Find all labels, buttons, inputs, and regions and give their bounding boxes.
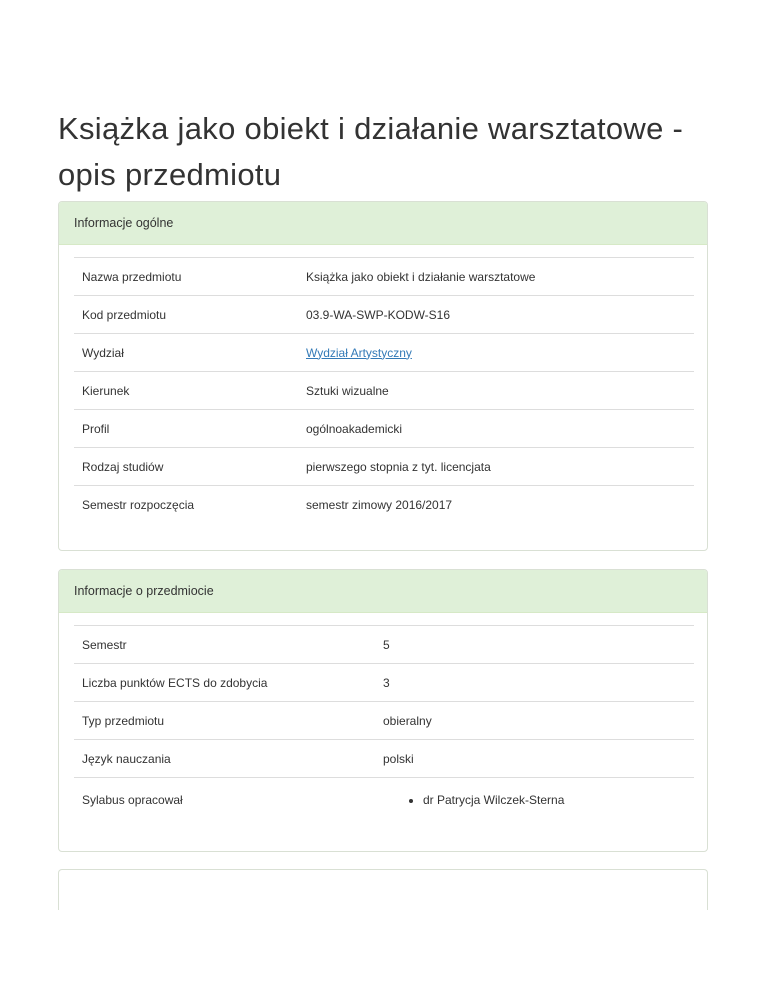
row-value-semester: 5 <box>375 626 694 664</box>
row-value-profile: ogólnoakademicki <box>298 410 694 448</box>
general-info-table <box>74 257 694 523</box>
row-label-semester: Semestr <box>74 626 375 664</box>
row-value-field: Sztuki wizualne <box>298 372 694 410</box>
page-title: Książka jako obiekt i działanie warsztatowe - opis przedmiotu <box>58 111 684 192</box>
table-row <box>74 258 694 296</box>
row-label-course-type: Typ przedmiotu <box>74 702 375 740</box>
row-label-field: Kierunek <box>74 372 298 410</box>
row-value-ects: 3 <box>375 664 694 702</box>
general-info-heading: Informacje ogólne <box>59 202 707 245</box>
table-row <box>74 486 694 524</box>
row-value-syllabus-author <box>375 778 694 844</box>
table-row <box>74 448 694 486</box>
row-label-language: Język nauczania <box>74 740 375 778</box>
course-info-panel <box>58 569 708 852</box>
general-info-body <box>59 245 707 523</box>
row-label-course-name: Nazwa przedmiotu <box>74 258 298 296</box>
table-row <box>74 664 694 702</box>
row-value-language: polski <box>375 740 694 778</box>
faculty-link[interactable]: Wydział Artystyczny <box>306 345 412 360</box>
table-row <box>74 778 694 844</box>
row-value-study-type: pierwszego stopnia z tyt. licencjata <box>298 448 694 486</box>
table-row <box>74 702 694 740</box>
list-item: • dr Patrycja Wilczek-Sterna <box>423 793 686 807</box>
row-label-faculty: Wydział <box>74 334 298 372</box>
row-value-course-type: obieralny <box>375 702 694 740</box>
page-cutoff <box>0 910 768 994</box>
table-row <box>74 410 694 448</box>
row-label-syllabus-author: Sylabus opracował <box>74 778 375 844</box>
row-value-course-code: 03.9-WA-SWP-KODW-S16 <box>298 296 694 334</box>
syllabus-author-list <box>383 793 686 807</box>
general-info-panel <box>58 201 708 551</box>
table-row <box>74 296 694 334</box>
table-row <box>74 372 694 410</box>
row-label-course-code: Kod przedmiotu <box>74 296 298 334</box>
row-label-start-semester: Semestr rozpoczęcia <box>74 486 298 524</box>
table-row <box>74 334 694 372</box>
row-label-ects: Liczba punktów ECTS do zdobycia <box>74 664 375 702</box>
row-value-faculty <box>298 334 694 372</box>
table-row <box>74 740 694 778</box>
course-info-heading: Informacje o przedmiocie <box>59 570 707 613</box>
row-label-study-type: Rodzaj studiów <box>74 448 298 486</box>
row-value-start-semester: semestr zimowy 2016/2017 <box>298 486 694 524</box>
table-row <box>74 626 694 664</box>
row-value-course-name: Książka jako obiekt i działanie warsztatowe <box>298 258 694 296</box>
course-info-body <box>59 613 707 843</box>
course-info-table <box>74 625 694 843</box>
row-label-profile: Profil <box>74 410 298 448</box>
